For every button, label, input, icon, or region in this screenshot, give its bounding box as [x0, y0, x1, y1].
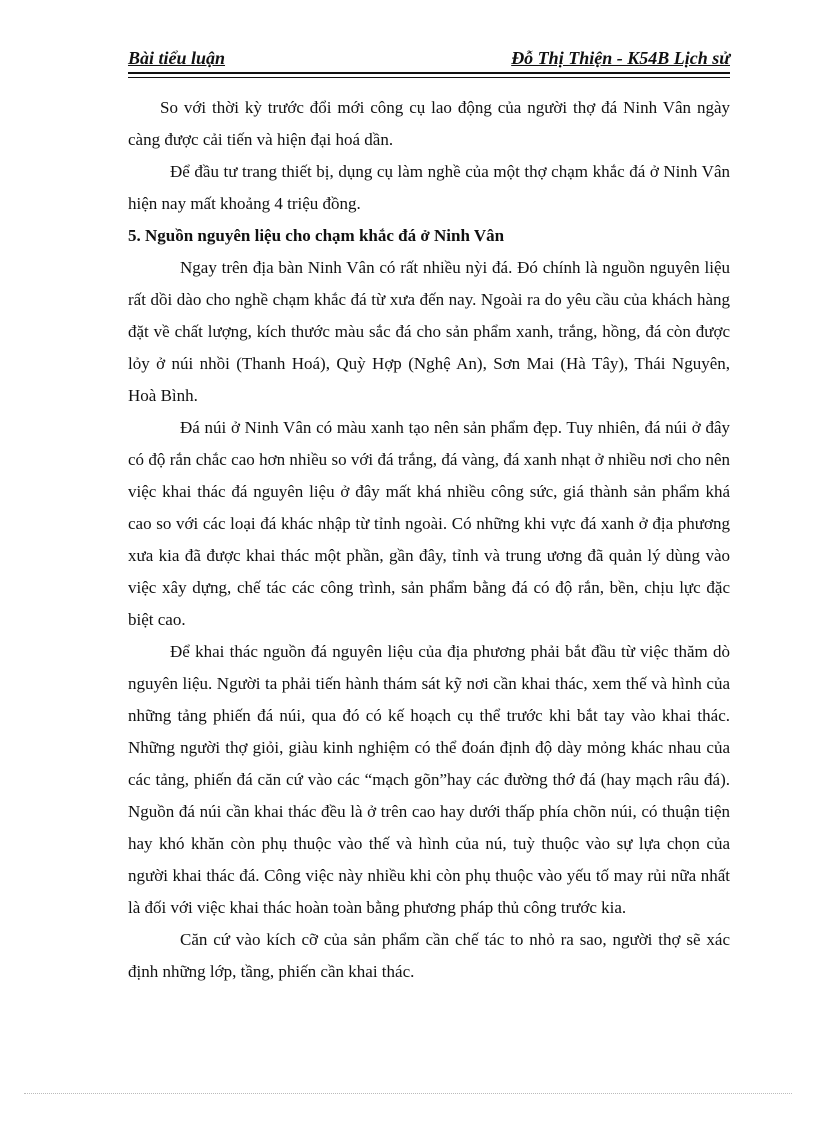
header-left-title: Bài tiểu luận: [128, 48, 226, 68]
paragraph: Để khai thác nguồn đá nguyên liệu của địa phương phải bắt đầu từ việc thăm dò nguyên liệu. Người ta phải tiến hành thám sát kỹ nơi cần khai thác, xem thế và hình của những tảng phiến đá núi, qua đó có kế hoạch cụ thể trước khi bắt tay vào khai thác. Những người thợ giỏi, giàu kinh nghiệm có thể đoán định độ dày mỏng khác nhau của các tảng, phiến đá căn cứ vào các “mạch gõn”hay các đường thớ đá (hay mạch râu đá). Nguồn đá núi cần khai thác đều là ở trên cao hay dưới thấp phía chõn núi, có thuận tiện hay khó khăn còn phụ thuộc vào thế và hình của nú, tuỳ thuộc vào sự lựa chọn của người khai thác đá. Công việc này nhiều khi còn phụ thuộc vào yếu tố may rủi nữa nhất là đối với việc khai thác hoàn toàn bằng phương pháp thủ công trước kia.: [128, 642, 730, 917]
paragraph: Căn cứ vào kích cỡ của sản phẩm cần chế tác to nhỏ ra sao, người thợ sẽ xác định những lớp, tầng, phiến cần khai thác.: [128, 930, 730, 981]
page-bottom-divider: [24, 1093, 792, 1094]
paragraph: Đá núi ở Ninh Vân có màu xanh tạo nên sản phẩm đẹp. Tuy nhiên, đá núi ở đây có độ rắn chắc cao hơn nhiều so với đá trắng, đá vàng, đá xanh nhạt ở nhiều nơi cho nên việc khai thác đá nguyên liệu ở đây mất khá nhiều công sức, giá thành sản phẩm khá cao so với các loại đá khác nhập từ tỉnh ngoài. Có những khi vực đá xanh ở địa phương xưa kia đã được khai thác một phần, gần đây, tỉnh và trung ương đã quản lý dùng vào việc xây dựng, chế tác các công trình, sản phẩm bằng đá có độ rắn, bền, chịu lực đặc biệt cao.: [128, 418, 730, 629]
page-header: [128, 48, 730, 72]
paragraph: Ngay trên địa bàn Ninh Vân có rất nhiều nỳi đá. Đó chính là nguồn nguyên liệu rất dồi dào cho nghề chạm khắc đá từ xưa đến nay. Ngoài ra do yêu cầu của khách hàng đặt về chất lượng, kích thước màu sắc đá cho sản phẩm xanh, trắng, hồng, đá còn được lỏy ở núi nhồi (Thanh Hoá), Quỳ Hợp (Nghệ An), Sơn Mai (Hà Tây), Thái Nguyên, Hoà Bình.: [128, 258, 730, 405]
header-rule-thin: [128, 77, 730, 78]
paragraph: Để đầu tư trang thiết bị, dụng cụ làm nghề của một thợ chạm khắc đá ở Ninh Vân hiện nay mất khoảng 4 triệu đồng.: [128, 162, 730, 213]
document-body: [128, 92, 730, 988]
header-right-author: Đỗ Thị Thiện - K54B Lịch sử: [511, 48, 730, 68]
header-rule-thick: [128, 72, 730, 74]
section-heading: 5. Nguồn nguyên liệu cho chạm khắc đá ở Ninh Vân: [128, 226, 505, 245]
paragraph: So với thời kỳ trước đổi mới công cụ lao động của người thợ đá Ninh Vân ngày càng được cải tiến và hiện đại hoá dần.: [128, 98, 730, 149]
